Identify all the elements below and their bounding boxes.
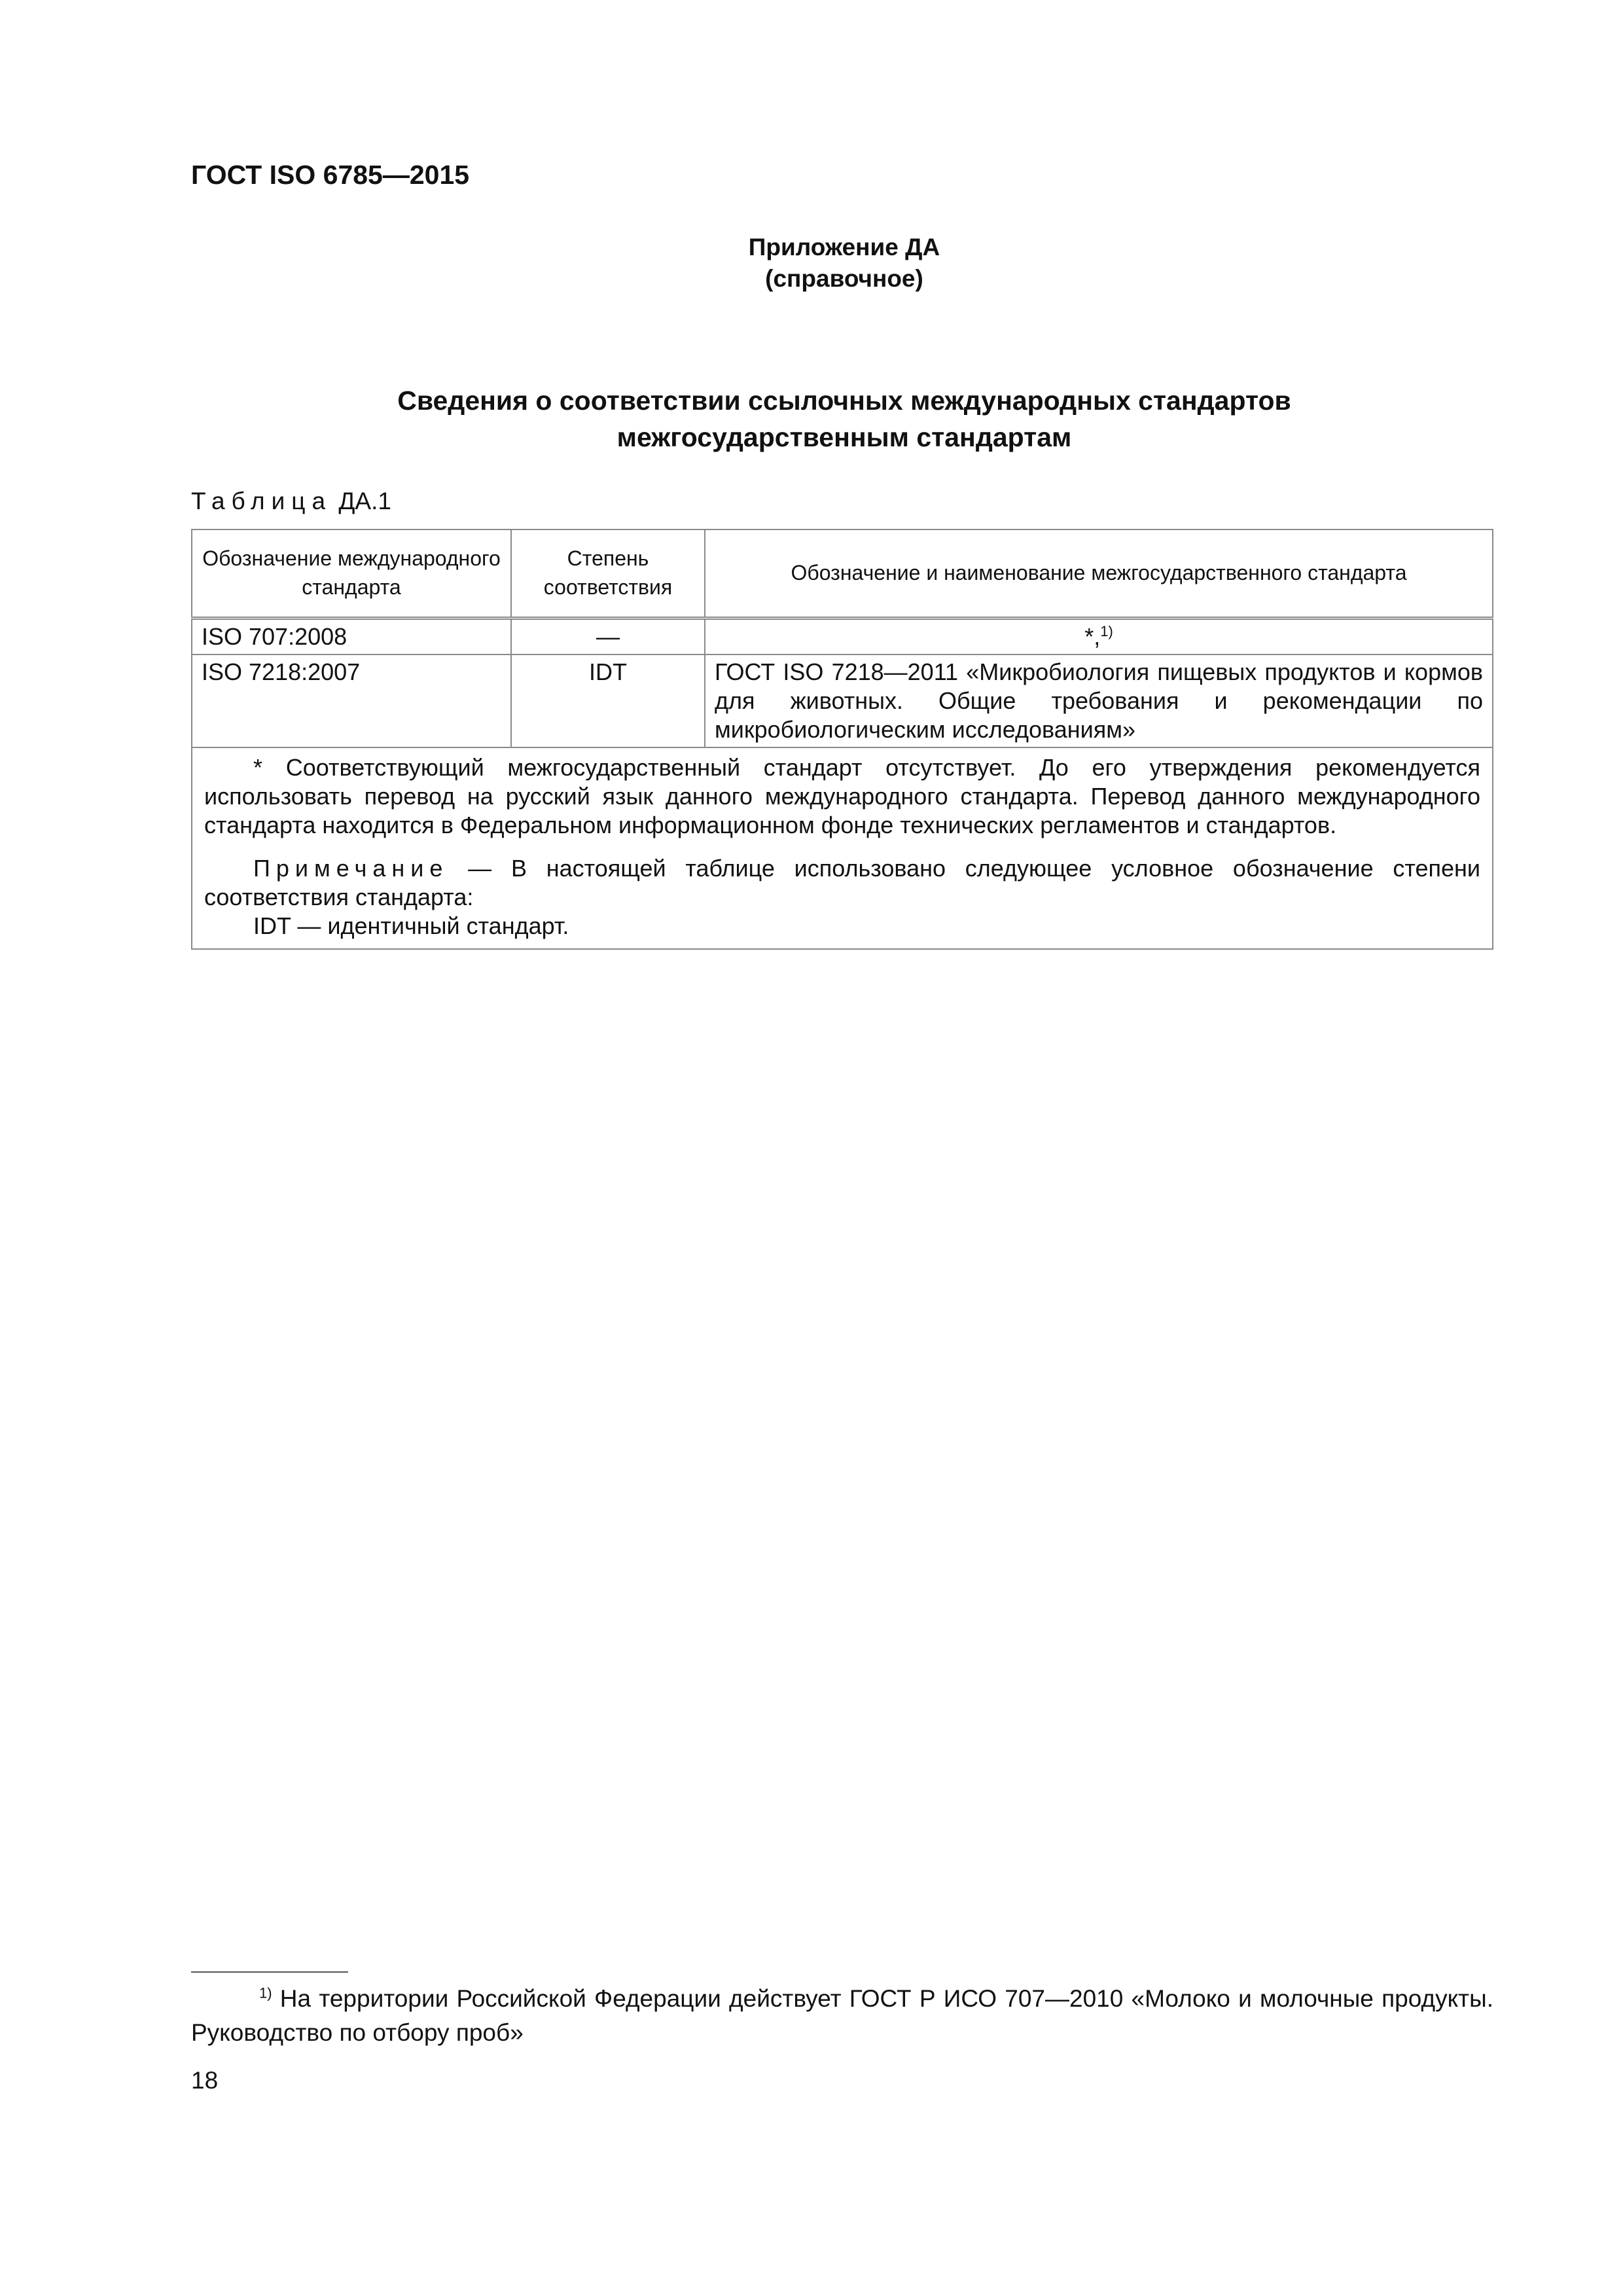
table-notes-row — [192, 747, 1493, 949]
table-caption-number: ДА.1 — [338, 488, 391, 514]
note-word: Примечание — [253, 855, 449, 882]
table-notes — [192, 747, 1493, 949]
asterisk-mark: * — [1084, 623, 1094, 650]
section-title — [191, 382, 1497, 456]
cell-intl: ISO 7218:2007 — [192, 655, 511, 747]
cell-degree: IDT — [511, 655, 705, 747]
table-row — [192, 619, 1493, 655]
footnote-ref: 1) — [1100, 623, 1113, 639]
table-caption-word: Таблица — [191, 488, 332, 514]
reference-table — [191, 529, 1493, 950]
table-note — [204, 854, 1480, 912]
cell-degree: — — [511, 619, 705, 655]
note-text: — В настоящей таблице использовано следующее условное обозначение степени соответствия стандарта: — [204, 855, 1480, 910]
header-degree: Степень соответствия — [511, 529, 705, 619]
section-title-line-2: межгосударственным стандартам — [616, 422, 1072, 452]
note-idt: IDT — идентичный стандарт. — [253, 912, 569, 939]
header-interstate-standard: Обозначение и наименование межгосударственного стандарта — [705, 529, 1493, 619]
document-header: ГОСТ ISO 6785—2015 — [191, 160, 470, 190]
footnote-divider — [191, 1971, 348, 1973]
cell-intl: ISO 707:2008 — [192, 619, 511, 655]
footnote — [191, 1982, 1493, 2050]
cell-interstate: ГОСТ ISO 7218—2011 «Микробиология пищевых продуктов и кормов для животных. Общие требования и рекомендации по микробиологическим исследованиям» — [705, 655, 1493, 747]
footnote-text: На территории Российской Федерации действует ГОСТ Р ИСО 707—2010 «Молоко и молочные продукты. Руководство по отбору проб» — [191, 1985, 1493, 2046]
annex-status: (справочное) — [765, 265, 923, 292]
section-title-line-1: Сведения о соответствии ссылочных международных стандартов — [397, 386, 1291, 416]
asterisk-note: * Соответствующий межгосударственный стандарт отсутствует. До его утверждения рекомендуется использовать перевод на русский язык данного международного стандарта. Перевод данного международного стандарта находится в Федеральном информационном фонде технических регламентов и стандартов. — [204, 754, 1480, 838]
cell-interstate: *,$^{1)}$ — [705, 619, 1493, 655]
header-intl-standard: Обозначение международного стандарта — [192, 529, 511, 619]
annex-title: Приложение ДА — [748, 234, 940, 260]
table-header-row — [192, 529, 1493, 619]
page-number: 18 — [191, 2067, 219, 2094]
table-row — [192, 655, 1493, 747]
footnote-marker: 1) — [259, 1984, 272, 2001]
table-caption — [191, 488, 391, 515]
